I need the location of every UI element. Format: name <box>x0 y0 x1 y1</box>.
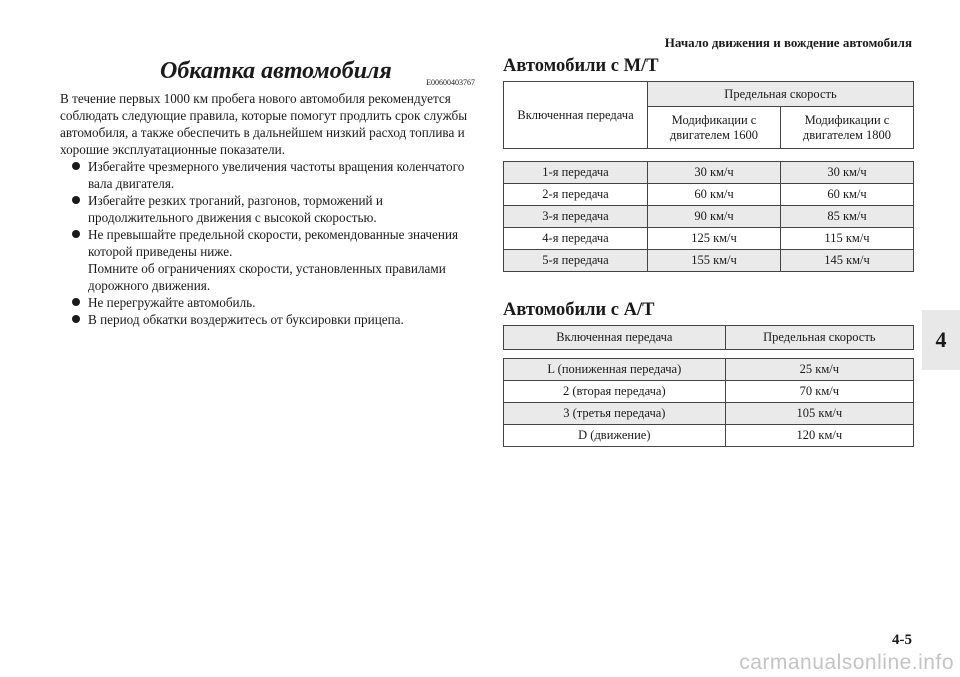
speed-tables <box>503 56 914 447</box>
table-row <box>504 403 914 425</box>
table-cell: 145 км/ч <box>781 250 914 272</box>
title-row <box>60 58 475 90</box>
table-row <box>504 425 914 447</box>
bullet-item <box>60 226 475 294</box>
table-cell: 85 км/ч <box>781 206 914 228</box>
table-cell: 70 км/ч <box>725 381 913 403</box>
table-cell: L (пониженная передача) <box>504 359 726 381</box>
table-row <box>504 381 914 403</box>
bullet-icon <box>72 230 80 238</box>
page-title: Обкатка автомобиля <box>160 58 392 84</box>
table-cell: 2-я передача <box>504 184 648 206</box>
table-cell: 155 км/ч <box>648 250 781 272</box>
intro-paragraph: В течение первых 1000 км пробега нового автомобиля рекомендуется соблюдать следующие правила, которые помогут продлить срок службы автомобиля, а также обеспечить в дальнейшем низкий расход топлива и хорошие эксплуатационные показатели. <box>60 91 468 157</box>
table-cell: 105 км/ч <box>725 403 913 425</box>
table-cell: 1-я передача <box>504 162 648 184</box>
at-speed-header: Предельная скорость <box>725 326 913 350</box>
table-cell: 120 км/ч <box>725 425 913 447</box>
break-in-section <box>60 58 475 328</box>
mt-gear-header: Включенная передача <box>504 82 648 149</box>
mt-speed-table <box>503 81 914 272</box>
bullet-icon <box>72 162 80 170</box>
mt-sub-header-1600: Модификации с двигателем 1600 <box>648 107 781 149</box>
chapter-tab: 4 <box>922 310 960 370</box>
mt-heading: Автомобили с M/T <box>503 56 659 76</box>
at-heading: Автомобили с A/T <box>503 300 655 320</box>
mt-sub-header-1800: Модификации с двигателем 1800 <box>781 107 914 149</box>
bullet-list <box>60 158 475 328</box>
table-row <box>504 250 914 272</box>
bullet-text: Не превышайте предельной скорости, рекомендованные значения которой приведены ниже. <box>88 227 459 259</box>
table-cell: 115 км/ч <box>781 228 914 250</box>
page-number: 4-5 <box>892 632 912 648</box>
running-title: Начало движения и вождение автомобиля <box>664 35 912 50</box>
table-cell: 125 км/ч <box>648 228 781 250</box>
bullet-item <box>60 158 475 192</box>
table-row <box>504 184 914 206</box>
table-cell: 25 км/ч <box>725 359 913 381</box>
at-speed-table <box>503 325 914 447</box>
bullet-note: Помните об ограничениях скорости, установленных правилами дорожного движения. <box>88 261 446 293</box>
table-cell: 60 км/ч <box>781 184 914 206</box>
table-cell: 3 (третья передача) <box>504 403 726 425</box>
table-cell: 3-я передача <box>504 206 648 228</box>
table-row <box>504 162 914 184</box>
table-cell: 5-я передача <box>504 250 648 272</box>
watermark: carmanualsonline.info <box>739 651 954 674</box>
bullet-icon <box>72 196 80 204</box>
bullet-item <box>60 192 475 226</box>
table-cell: 60 км/ч <box>648 184 781 206</box>
bullet-icon <box>72 315 80 323</box>
bullet-text: В период обкатки воздержитесь от буксировки прицепа. <box>88 312 404 327</box>
table-row <box>504 206 914 228</box>
table-cell: 90 км/ч <box>648 206 781 228</box>
bullet-text: Избегайте чрезмерного увеличения частоты вращения коленчатого вала двигателя. <box>88 159 465 191</box>
mt-speed-header: Предельная скорость <box>648 82 914 107</box>
table-cell: D (движение) <box>504 425 726 447</box>
bullet-text: Не перегружайте автомобиль. <box>88 295 256 310</box>
table-row <box>504 228 914 250</box>
section-code: E00600403767 <box>426 78 475 87</box>
table-cell: 2 (вторая передача) <box>504 381 726 403</box>
table-row <box>504 359 914 381</box>
table-cell: 4-я передача <box>504 228 648 250</box>
table-cell: 30 км/ч <box>781 162 914 184</box>
bullet-icon <box>72 298 80 306</box>
at-gear-header: Включенная передача <box>504 326 726 350</box>
table-cell: 30 км/ч <box>648 162 781 184</box>
bullet-item <box>60 311 475 328</box>
bullet-item <box>60 294 475 311</box>
bullet-text: Избегайте резких троганий, разгонов, торможений и продолжительного движения с высокой скоростью. <box>88 193 383 225</box>
